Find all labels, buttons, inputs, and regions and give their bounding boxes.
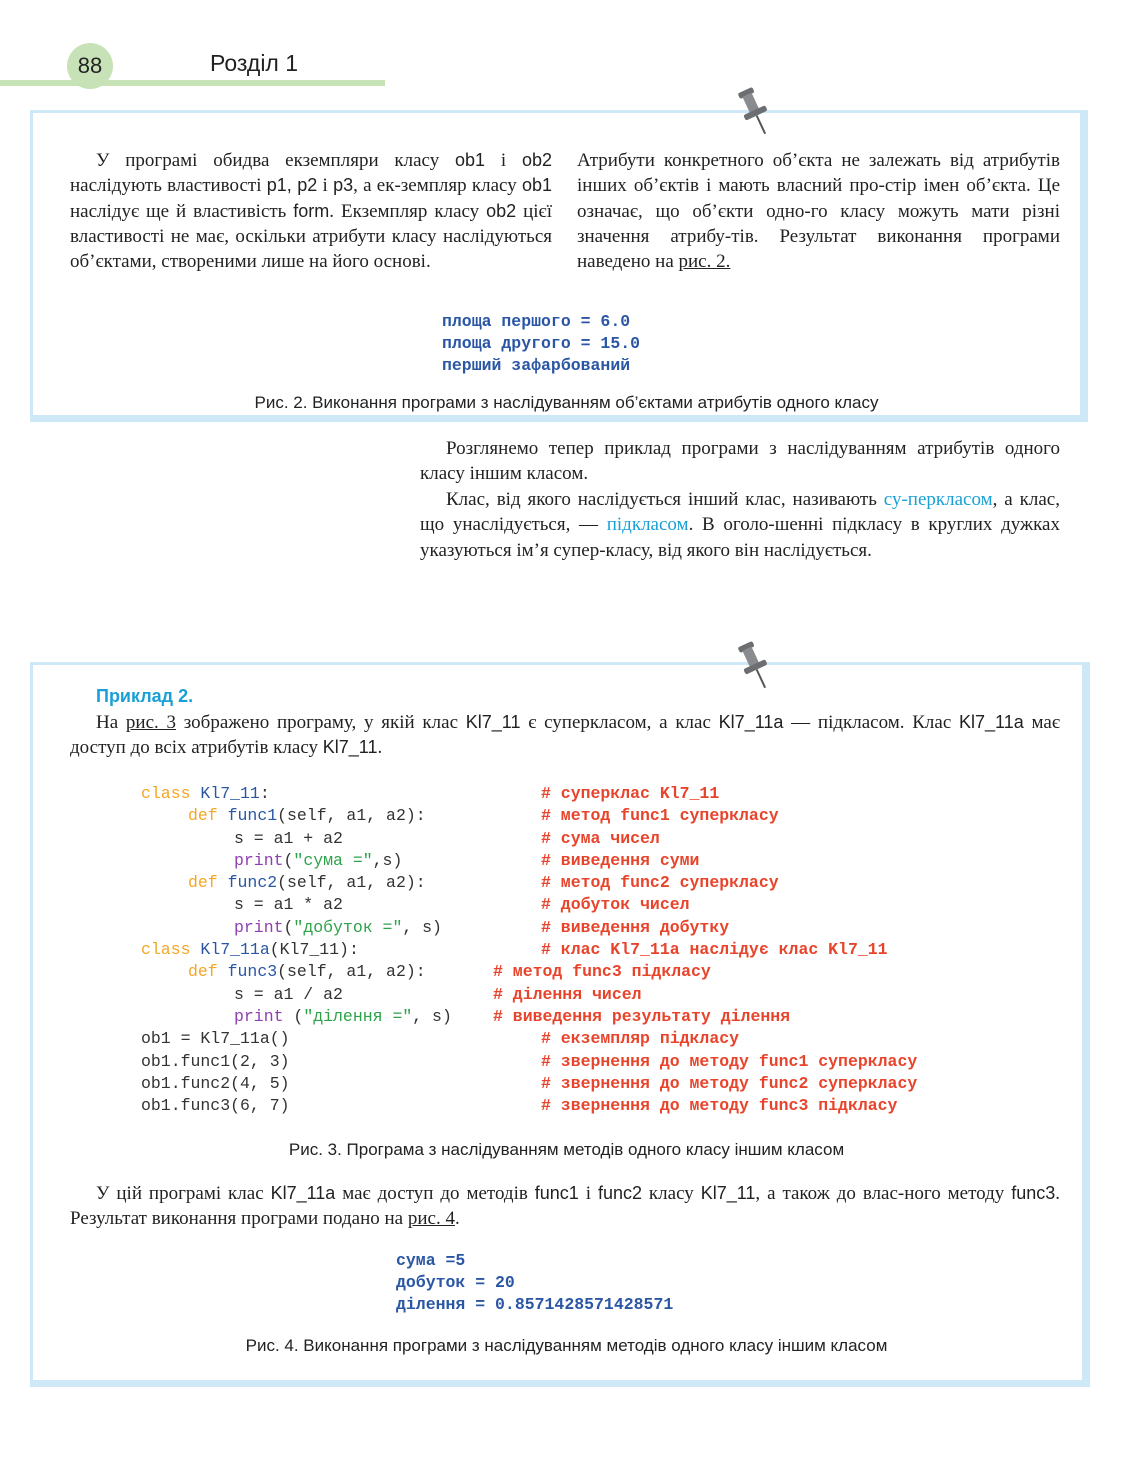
output-line: площа першого = 6.0 bbox=[442, 312, 631, 331]
code-comment: # клас Kl7_11a наслідує клас Kl7_11 bbox=[541, 940, 888, 960]
code-comment: # добуток чисел bbox=[541, 895, 690, 915]
middle-paragraph-1: Розглянемо тепер приклад програми з наслідуванням атрибутів одного класу іншим класом. bbox=[420, 438, 1060, 485]
code-statement: def func1(self, a1, a2): bbox=[188, 806, 426, 826]
term-superclass: су-перкласом bbox=[883, 489, 993, 510]
example-title: Приклад 2. bbox=[96, 686, 194, 706]
intro-left-paragraph: У програмі обидва екземпляри класу ob1 і ob2 наслідують властивості p1, p2 і p3, а ек-земпляр класу ob1 наслідує ще й властивість form. Екземпляр класу ob2 цієї властивості не має, оскільки атрибути класу наслідуються об’єктами, створеними лише на його основі. bbox=[70, 150, 553, 273]
code-comment: # ділення чисел bbox=[493, 984, 642, 1004]
pushpin-icon bbox=[735, 640, 775, 692]
output-line: добуток = 20 bbox=[396, 1273, 515, 1292]
section-title: Розділ 1 bbox=[210, 50, 299, 76]
code-statement: def func2(self, a1, a2): bbox=[188, 873, 426, 893]
term-subclass: підкласом bbox=[606, 514, 689, 536]
code-comment: # метод func1 суперкласу bbox=[541, 806, 779, 826]
code-statement: s = a1 + a2 bbox=[234, 828, 343, 848]
code-comment: # звернення до методу func2 суперкласу bbox=[541, 1073, 918, 1093]
code-comment: # виведення результату ділення bbox=[493, 1006, 791, 1026]
fig3-reference-link[interactable]: рис. 3 bbox=[125, 712, 177, 733]
code-statement: print("сума =",s) bbox=[234, 850, 403, 870]
fig2-reference-link[interactable]: рис. 2. bbox=[678, 251, 731, 273]
code-comment: # метод func2 суперкласу bbox=[541, 873, 779, 893]
middle-paragraph-2: Клас, від якого наслідується інший клас, називають су-перкласом, а клас, що унаслідується, — підкласом. В оголо-шенні підкласу в круглих дужках указуються ім’я супер-класу, від якого він наслідується. bbox=[420, 489, 1060, 561]
page-number: 88 bbox=[67, 43, 113, 89]
code-statement: class Kl7_11a(Kl7_11): bbox=[141, 940, 359, 960]
fig3-caption: Рис. 3. Програма з наслідуванням методів одного класу іншим класом bbox=[288, 1140, 845, 1159]
output-line: площа другого = 15.0 bbox=[442, 334, 641, 353]
code-comment: # екземпляр підкласу bbox=[541, 1029, 740, 1049]
output-line: ділення = 0.8571428571428571 bbox=[396, 1295, 674, 1314]
code-statement: def func3(self, a1, a2): bbox=[188, 962, 426, 982]
code-comment: # сума чисел bbox=[541, 828, 660, 848]
fig2-caption: Рис. 2. Виконання програми з наслідуванням об’єктами атрибутів одного класу bbox=[254, 393, 879, 412]
after-code-paragraph: У цій програмі клас Kl7_11a має доступ до методів func1 і func2 класу Kl7_11, а також до влас-ного методу func3. Результат виконання програми подано на рис. 4. bbox=[70, 1183, 1061, 1230]
output-line: перший зафарбований bbox=[442, 356, 631, 375]
code-statement: s = a1 / a2 bbox=[234, 984, 343, 1004]
code-statement: class Kl7_11: bbox=[141, 784, 270, 803]
intro-right-paragraph: Атрибути конкретного об’єкта не залежать від атрибутів інших об’єктів і мають власний про-стір імен об’єкта. Це означає, що об’єкти одно-го класу можуть мати різні значення атрибу-тів. Результат виконання програми наведено на рис. 2. bbox=[577, 150, 1060, 273]
code-comment: # метод func3 підкласу bbox=[493, 962, 711, 982]
fig4-caption: Рис. 4. Виконання програми з наслідуванням методів одного класу іншим класом bbox=[245, 1336, 888, 1355]
example-paragraph: На рис. 3 зображено програму, у якій клас Kl7_11 є суперкласом, а клас Kl7_11a — підкласом. Клас Kl7_11a має доступ до всіх атрибутів класу Kl7_11. bbox=[70, 712, 1060, 759]
code-statement: print("добуток =", s) bbox=[234, 917, 442, 937]
code-statement: ob1 = Kl7_11a() bbox=[141, 1029, 290, 1049]
code-statement: s = a1 * a2 bbox=[234, 895, 343, 915]
pushpin-icon bbox=[735, 86, 775, 138]
output-line: сума =5 bbox=[396, 1251, 466, 1270]
code-comment: # суперклас Kl7_11 bbox=[541, 784, 720, 803]
header-rule bbox=[0, 80, 385, 86]
fig2-program-output bbox=[442, 311, 640, 377]
code-comment: # звернення до методу func1 суперкласу bbox=[541, 1051, 918, 1071]
fig4-program-output bbox=[396, 1250, 673, 1316]
code-statement: print ("ділення =", s) bbox=[234, 1006, 452, 1026]
code-statement: ob1.func1(2, 3) bbox=[141, 1051, 290, 1071]
code-comment: # виведення добутку bbox=[541, 917, 730, 937]
code-statement: ob1.func3(6, 7) bbox=[141, 1096, 290, 1116]
fig4-reference-link[interactable]: рис. 4 bbox=[407, 1208, 455, 1230]
code-statement: ob1.func2(4, 5) bbox=[141, 1073, 290, 1093]
code-comment: # звернення до методу func3 підкласу bbox=[541, 1096, 898, 1116]
code-comment: # виведення суми bbox=[541, 850, 700, 870]
